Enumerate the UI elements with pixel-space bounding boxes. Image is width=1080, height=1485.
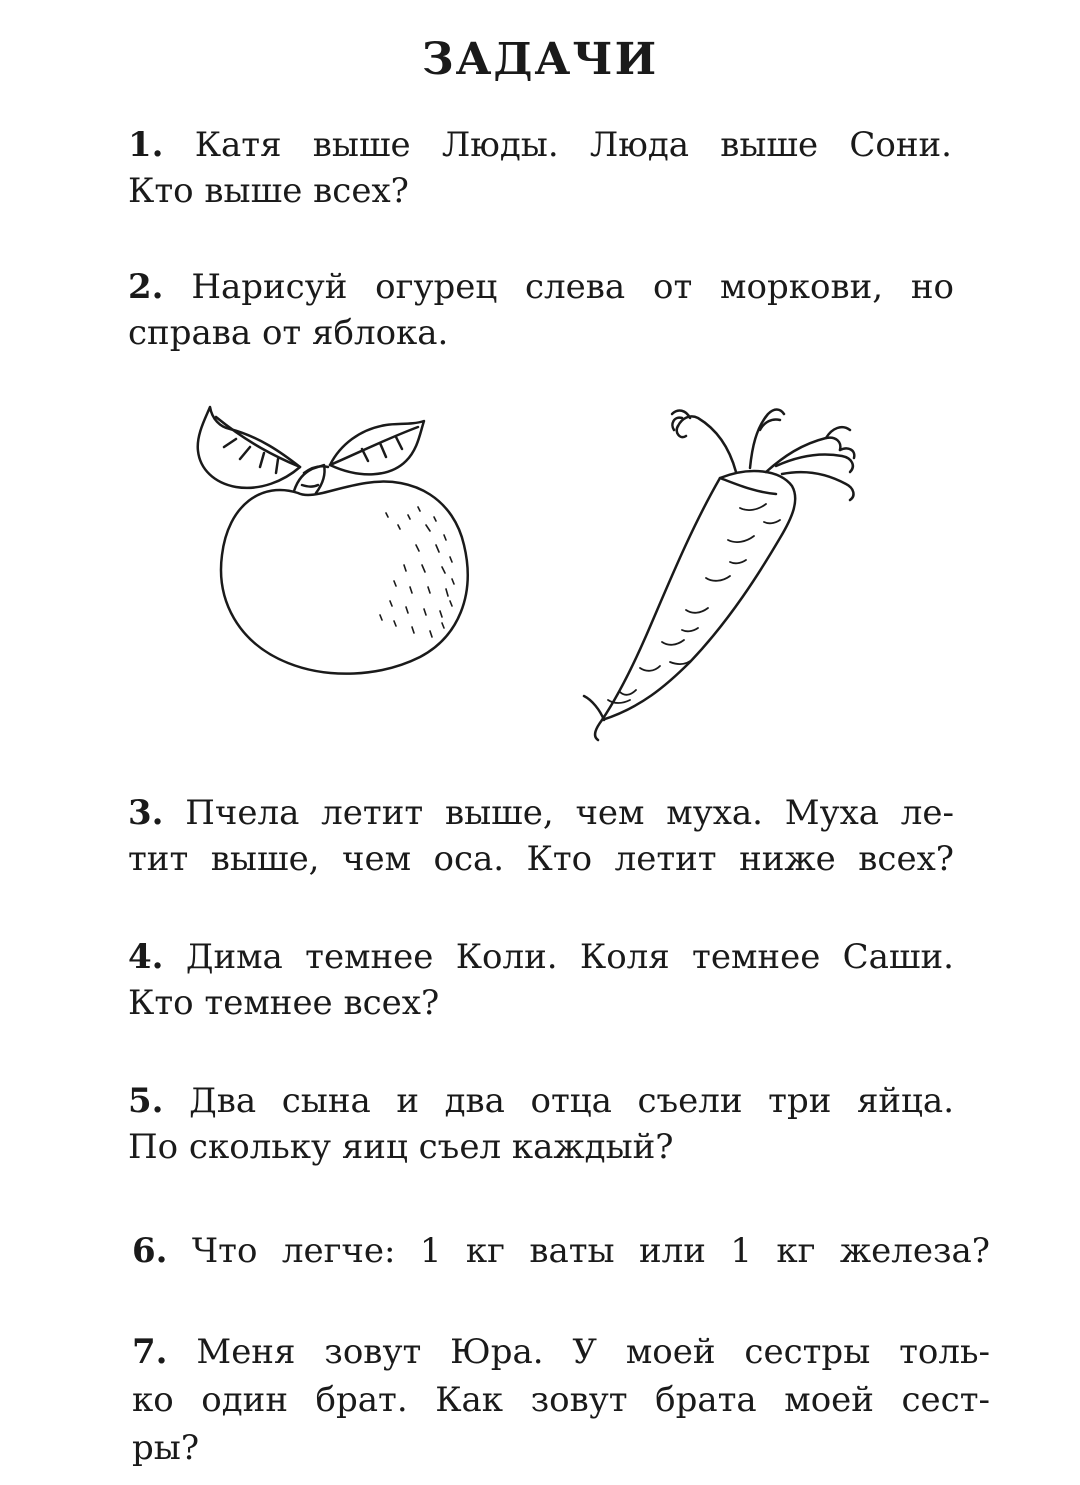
- task-number: 4.: [128, 937, 164, 977]
- task-number: 3.: [128, 793, 164, 833]
- apple-icon: [190, 395, 480, 680]
- task-4: [128, 934, 954, 1026]
- task-text-line: Что легче: 1 кг ваты или 1 кг железа?: [191, 1231, 990, 1271]
- task-text-line: Катя выше Люды. Люда выше Сони.: [194, 125, 952, 165]
- task-text-line: Два сына и два отца съели три яйца.: [189, 1081, 954, 1121]
- task-text-line: Меня зовут Юра. У моей сестры толь-: [196, 1332, 990, 1372]
- task-text-line: Нарисуй огурец слева от моркови, но: [191, 267, 954, 307]
- task-text-line: Кто выше всех?: [128, 171, 409, 211]
- task-number: 2.: [128, 267, 164, 307]
- task-number: 7.: [132, 1332, 168, 1372]
- task-2: [128, 264, 954, 356]
- task-number: 5.: [128, 1081, 164, 1121]
- task-7: [132, 1328, 990, 1472]
- task-text-line: По скольку яиц съел каждый?: [128, 1127, 674, 1167]
- task-text-line: Дима темнее Коли. Коля темнее Саши.: [185, 937, 954, 977]
- task-5: [128, 1078, 954, 1170]
- task-number: 6.: [132, 1231, 168, 1271]
- carrot-icon: [570, 400, 910, 745]
- task-text-line: тит выше, чем оса. Кто летит ниже всех?: [128, 839, 954, 879]
- task-text-line: ры?: [132, 1428, 200, 1468]
- task-text-line: ко один брат. Как зовут брата моей сест-: [132, 1380, 990, 1420]
- task-text-line: Кто темнее всех?: [128, 983, 440, 1023]
- task-1: [128, 122, 952, 214]
- page-title: ЗАДАЧИ: [421, 34, 659, 85]
- task-text-line: справа от яблока.: [128, 313, 449, 353]
- task-6: [132, 1228, 990, 1274]
- task-text-line: Пчела летит выше, чем муха. Муха ле-: [185, 793, 954, 833]
- task-3: [128, 790, 954, 882]
- task-number: 1.: [128, 125, 164, 165]
